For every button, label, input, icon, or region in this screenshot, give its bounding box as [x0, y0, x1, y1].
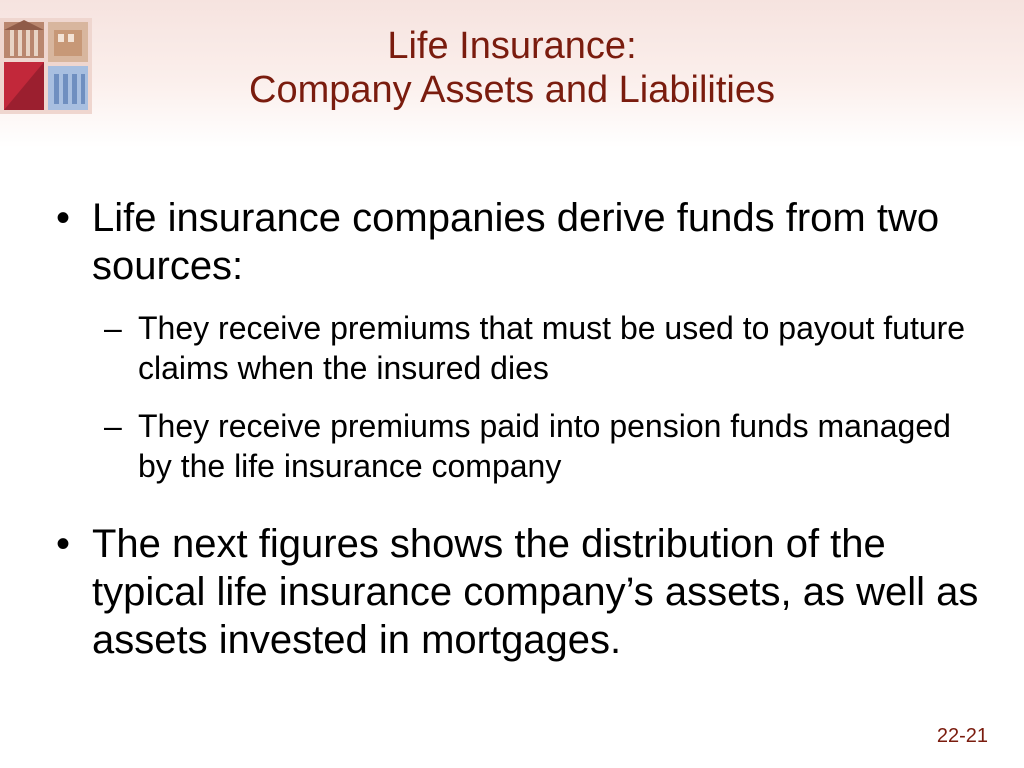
bullet-item — [56, 194, 986, 290]
slide-title-line-1: Life Insurance: — [387, 25, 637, 67]
sub-bullet-marker: – — [104, 408, 122, 444]
sub-bullet-marker: – — [104, 310, 122, 346]
sub-bullet-item — [104, 406, 984, 486]
bullet-marker: • — [56, 196, 71, 240]
slide-title-line-2: Company Assets and Liabilities — [249, 69, 775, 111]
bullet-text: Life insurance companies derive funds from two sources: — [92, 196, 940, 288]
bullet-text: The next figures shows the distribution of the typical life insurance company’s assets, as well as assets invested in mortgages. — [92, 522, 979, 662]
sub-bullet-text: They receive premiums paid into pension funds managed by the life insurance company — [138, 408, 951, 484]
sub-bullet-item — [104, 308, 984, 388]
sub-bullet-text: They receive premiums that must be used to payout future claims when the insured dies — [138, 310, 966, 386]
bullet-item — [56, 520, 986, 664]
bullet-marker: • — [56, 522, 71, 566]
page-number: 22-21 — [936, 725, 988, 747]
